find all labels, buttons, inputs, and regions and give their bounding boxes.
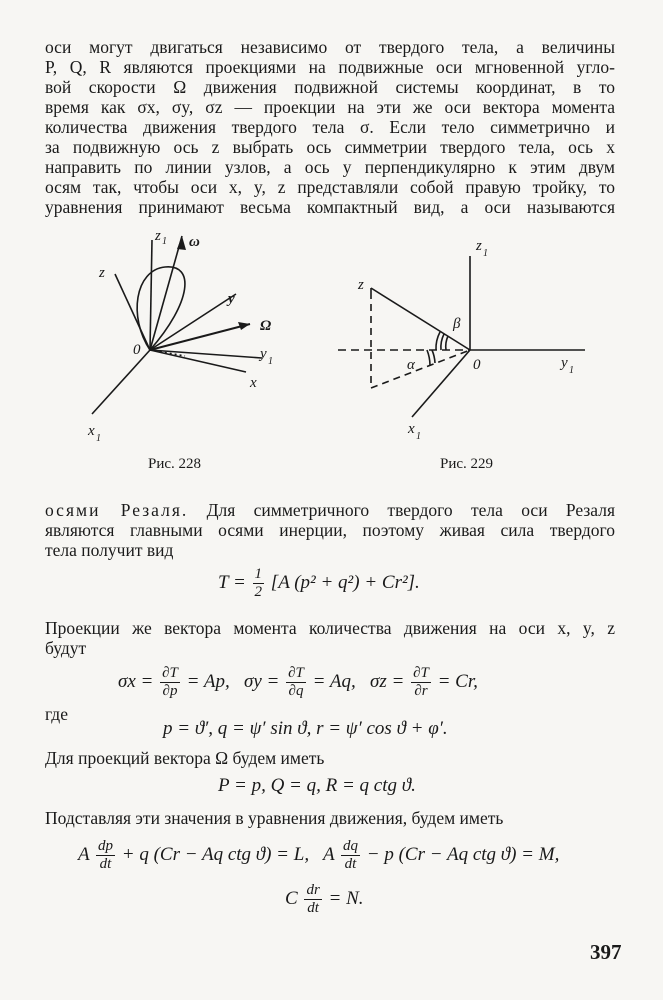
- label-z1: z: [155, 228, 161, 244]
- where-label: где: [45, 704, 68, 724]
- label-x1: x: [88, 423, 95, 439]
- text-line: за подвижную ось z выбрать ось симметрии твердого тела, ось x: [45, 137, 615, 157]
- equation-motion-2: C $\frac{dr}{dt}$ = N.: [285, 882, 364, 916]
- label-beta: β: [453, 316, 461, 332]
- label-x: x: [250, 375, 257, 391]
- label-y: y: [228, 291, 235, 307]
- top-paragraph: [45, 37, 615, 217]
- middle-paragraph: [45, 500, 615, 560]
- label-origin: 0: [133, 342, 141, 358]
- label-y1: y: [260, 346, 267, 362]
- projection-paragraph: [45, 618, 615, 658]
- text-line: оси могут двигаться независимо от твердого тела, а величины: [45, 37, 615, 57]
- text-line: уравнения принимают весьма компактный вид, а оси называются: [45, 197, 615, 217]
- text-line: осями Резаля. Для симметричного твердого тела оси Резаля: [45, 500, 616, 520]
- omega-paragraph: Для проекций вектора Ω будем иметь: [45, 748, 325, 768]
- substitution-paragraph: Подставляя эти значения в уравнения движения, будем иметь: [45, 808, 504, 828]
- fraction: $\frac{\partial T}{\partial q}$: [288, 665, 304, 699]
- text-line: вой скорости Ω движения подвижной системы координат, в то: [45, 77, 615, 97]
- figure-229: [0, 222, 663, 472]
- text-line: Проекции же вектора момента количества движения на оси x, y, z: [45, 618, 615, 638]
- caption-fig-228: Рис. 228: [148, 456, 202, 472]
- text-line: количества движения твердого тела σ. Если тело симметрично и: [45, 117, 615, 137]
- angle-arc-beta-1: [436, 332, 440, 350]
- equation-PQR: P = p, Q = q, R = q ctg ϑ.: [218, 775, 416, 796]
- label-Omega: Ω: [260, 318, 272, 334]
- fraction: $\frac{\partial T}{\partial r}$: [413, 665, 429, 699]
- equation-motion-1: A $\frac{dp}{dt}$ + q (Cr − Aq ctg ϑ) = L, A $\frac{dq}{dt}$ − p (Cr − Aq ctg ϑ) = M,: [78, 838, 560, 872]
- label-x1-sub: 1: [96, 433, 101, 444]
- text-line: направить по линии узлов, а ось y перпендикулярно к этим двум: [45, 157, 615, 177]
- label-z1-sub: 1: [162, 236, 167, 247]
- label-omega: ω: [189, 234, 200, 250]
- axis-x1: [412, 350, 470, 417]
- label-y1-sub: 1: [569, 365, 574, 376]
- term-rezal-axes: осями Резаля.: [45, 500, 189, 520]
- page-number: 397: [590, 940, 622, 964]
- label-x1-sub: 1: [416, 431, 421, 442]
- text-line: являются главными осями инерции, поэтому живая сила твердого: [45, 520, 615, 540]
- label-z: z: [358, 277, 364, 293]
- projection-dashed-diag: [371, 350, 470, 388]
- text-line: будут: [45, 638, 87, 658]
- angle-arc-beta-3: [446, 336, 448, 350]
- label-z1: z: [476, 238, 482, 254]
- text-line: осям так, чтобы оси x, y, z представляли собой правую тройку, то: [45, 177, 615, 197]
- angle-arc-beta-2: [441, 334, 444, 350]
- label-origin: 0: [473, 357, 481, 373]
- angle-arc-alpha-2: [432, 350, 435, 363]
- label-x1: x: [408, 421, 415, 437]
- label-y1-sub: 1: [268, 356, 273, 367]
- equation-kinetic-energy: T = $\frac{1}{2}$ [A (p² + q²) + Cr²].: [218, 566, 420, 600]
- text-line: тела получит вид: [45, 540, 174, 560]
- fraction: $\frac{dp}{dt}$: [98, 838, 114, 872]
- label-z: z: [99, 265, 105, 281]
- fraction: $\frac{\partial T}{\partial p}$: [162, 665, 178, 699]
- text-line: время как σx, σy, σz — проекции на эти же оси вектора момента: [45, 97, 615, 117]
- label-alpha: α: [407, 357, 415, 373]
- fraction: $\frac{dq}{dt}$: [343, 838, 359, 872]
- equation-pqr: p = ϑ′, q = ψ′ sin ϑ, r = ψ′ cos ϑ + φ′.: [163, 718, 448, 739]
- fraction: $\frac{dr}{dt}$: [306, 882, 320, 916]
- fraction: $\frac{1}{2}$: [254, 566, 263, 600]
- angle-arc-alpha-1: [427, 350, 430, 365]
- equation-sigma-projections: σx = $\frac{\partial T}{\partial p}$ = Ap, σy = $\frac{\partial T}{\partial q}$ = Aq, σz = $\frac{\partial T}{\partial r}$ = Cr,: [118, 665, 478, 699]
- text-line: P, Q, R являются проекциями на подвижные оси мгновенной угло-: [45, 57, 615, 77]
- label-z1-sub: 1: [483, 248, 488, 259]
- label-y1: y: [561, 355, 568, 371]
- caption-fig-229: Рис. 229: [440, 456, 494, 472]
